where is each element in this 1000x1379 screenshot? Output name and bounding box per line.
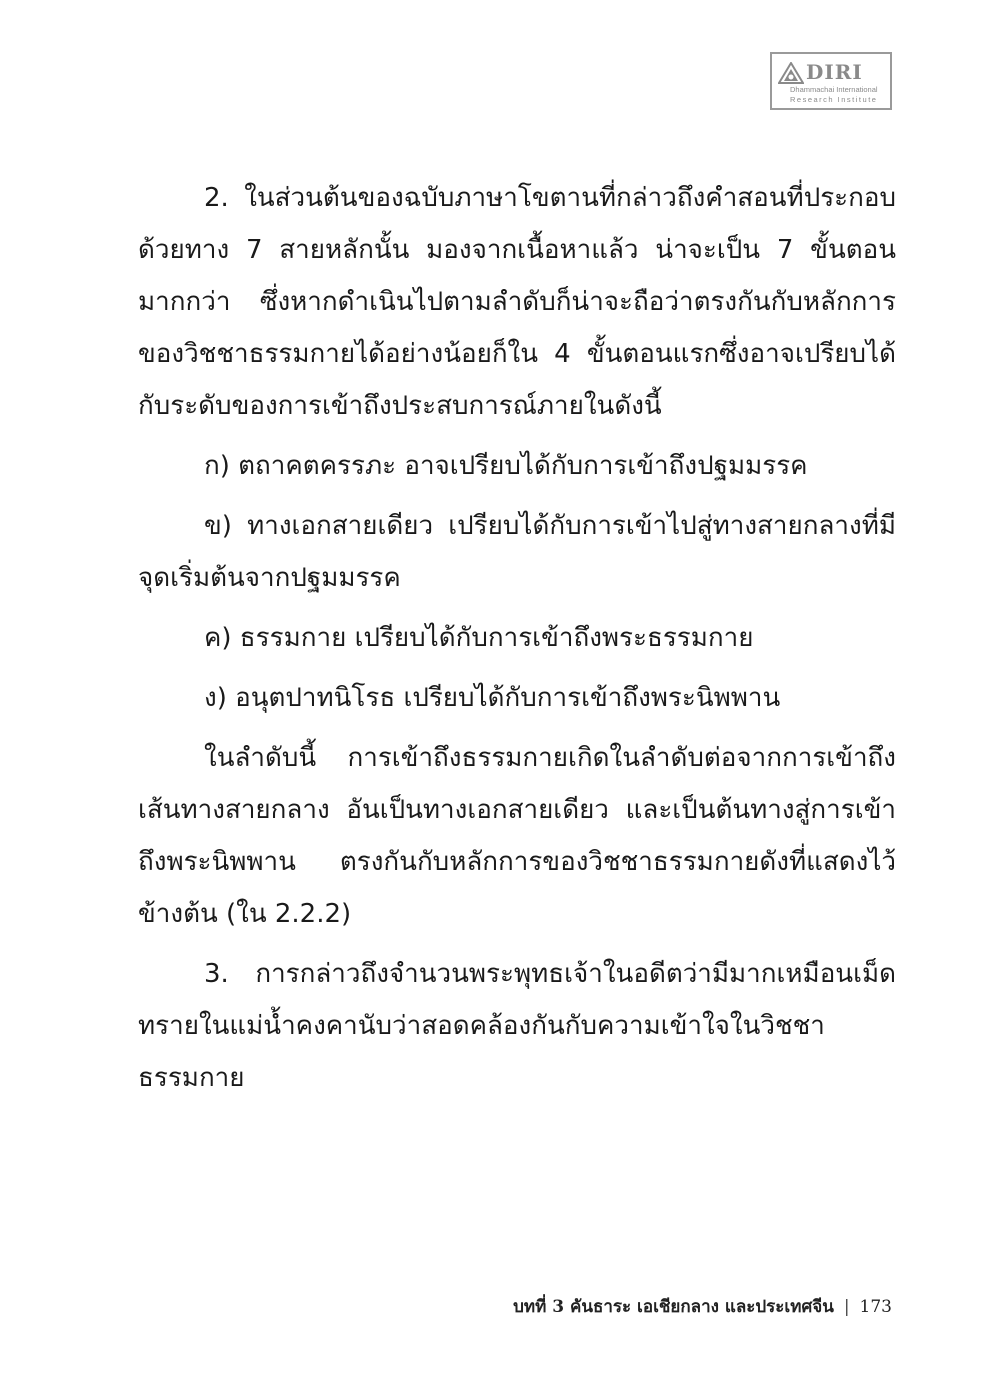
triangle-emblem-icon bbox=[778, 62, 804, 84]
footer-chapter-title: บทที่ 3 คันธาระ เอเชียกลาง และประเทศจีน bbox=[513, 1297, 834, 1317]
paragraph-point-3: 3. การกล่าวถึงจำนวนพระพุทธเจ้าในอดีตว่ามีมากเหมือนเม็ดทรายในแม่น้ำคงคานับว่าสอดคล้องกันกับความเข้าใจในวิชชาธรรมกาย bbox=[138, 959, 896, 1093]
main-text bbox=[138, 172, 896, 1104]
list-item-kha: ข) ทางเอกสายเดียว เปรียบได้กับการเข้าไปสู่ทางสายกลางที่มีจุดเริ่มต้นจากปฐมมรรค bbox=[138, 511, 896, 593]
paragraph-point-2: 2. ในส่วนต้นของฉบับภาษาโขตานที่กล่าวถึงคำสอนที่ประกอบด้วยทาง 7 สายหลักนั้น มองจากเนื้อหาแล้ว น่าจะเป็น 7 ขั้นตอนมากกว่า ซึ่งหากดำเนินไปตามลำดับก็น่าจะถือว่าตรงกันกับหลักการของวิชชาธรรมกายได้อย่างน้อยก็ใน 4 ขั้นตอนแรกซึ่งอาจเปรียบได้กับระดับของการเข้าถึงประสบการณ์ภายในดังนี้ bbox=[138, 183, 896, 421]
diri-logo bbox=[770, 52, 892, 110]
logo-subtitle-line1: Dhammachai International bbox=[790, 85, 878, 94]
paragraph-summary: ในลำดับนี้ การเข้าถึงธรรมกายเกิดในลำดับต่อจากการเข้าถึงเส้นทางสายกลาง อันเป็นทางเอกสายเดียว และเป็นต้นทางสู่การเข้าถึงพระนิพพาน ตรงกันกับหลักการของวิชชาธรรมกายดังที่แสดงไว้ข้างต้น (ใน 2.2.2) bbox=[138, 743, 896, 929]
logo-subtitle-line2: Research Institute bbox=[790, 95, 878, 104]
list-item-ngo: ง) อนุตปาทนิโรธ เปรียบได้กับการเข้าถึงพระนิพพาน bbox=[204, 683, 781, 713]
footer-separator: | bbox=[843, 1297, 850, 1317]
page-number: 173 bbox=[859, 1297, 892, 1317]
list-item-kho: ค) ธรรมกาย เปรียบได้กับการเข้าถึงพระธรรมกาย bbox=[204, 623, 754, 653]
list-item-ka: ก) ตถาคตครรภะ อาจเปรียบได้กับการเข้าถึงปฐมมรรค bbox=[204, 451, 808, 481]
page-footer bbox=[513, 1293, 892, 1320]
logo-brand-text: DIRI bbox=[806, 60, 863, 84]
